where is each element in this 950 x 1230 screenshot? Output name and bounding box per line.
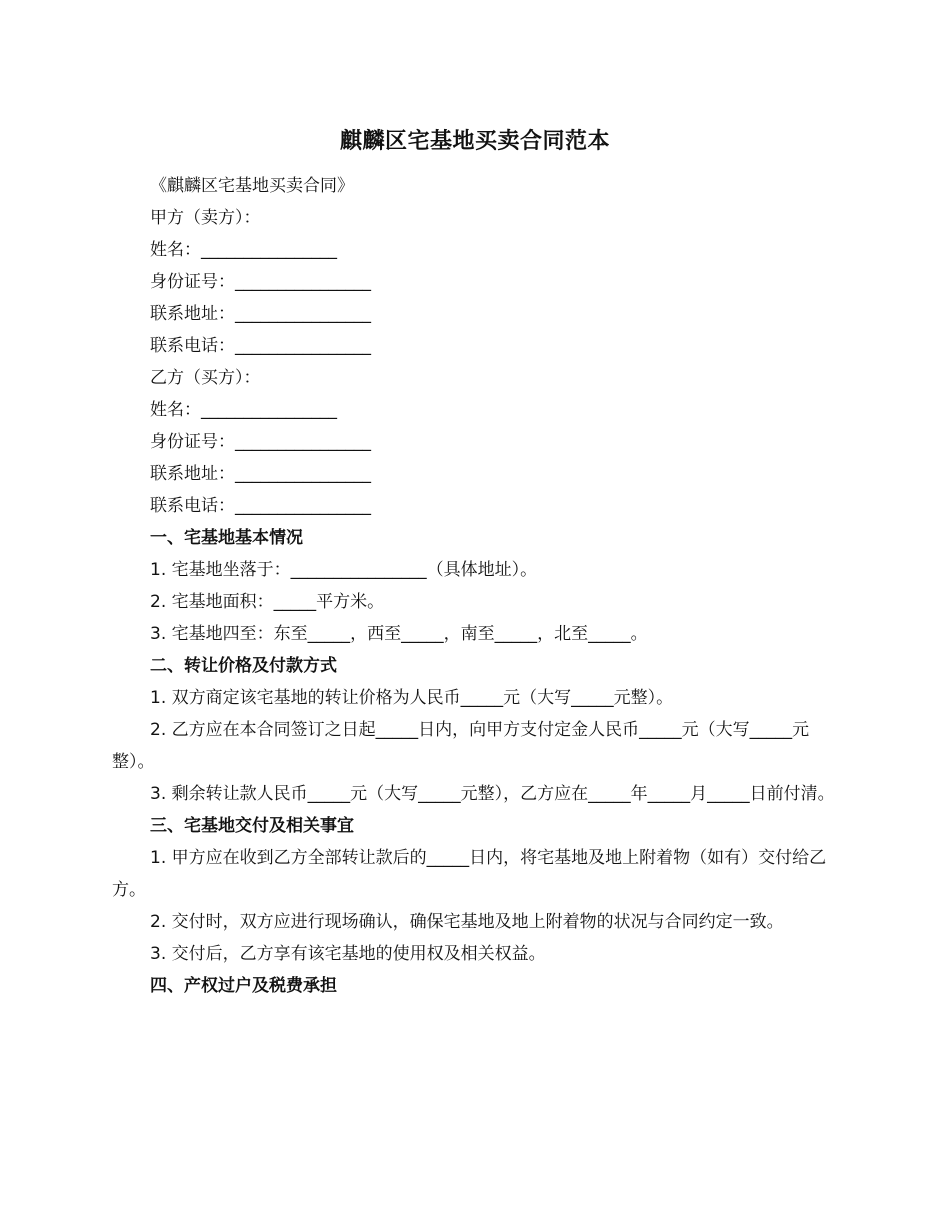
clause-1-2: 2. 宅基地面积：_____平方米。 [150,592,385,612]
party-b-address-field: 联系地址：________________ [150,464,371,484]
document-title: 麒麟区宅基地买卖合同范本 [339,129,610,154]
party-b-label: 乙方（买方）： [150,368,261,388]
section-heading-4: 四、产权过户及税费承担 [150,976,337,996]
party-b-name-field: 姓名：________________ [150,400,337,420]
clause-2-1: 1. 双方商定该宅基地的转让价格为人民币_____元（大写_____元整）。 [150,688,674,708]
party-a-address-field: 联系地址：________________ [150,304,371,324]
clause-3-2: 2. 交付时，双方应进行现场确认，确保宅基地及地上附着物的状况与合同约定一致。 [150,912,784,932]
party-a-id-field: 身份证号：________________ [150,272,371,292]
clause-2-2: 2. 乙方应在本合同签订之日起_____日内，向甲方支付定金人民币_____元（大写_____元整）。 [112,720,810,772]
clause-1-1: 1. 宅基地坐落于：________________（具体地址）。 [150,560,538,580]
section-heading-1: 一、宅基地基本情况 [150,528,303,548]
section-heading-2: 二、转让价格及付款方式 [150,656,337,676]
party-a-label: 甲方（卖方）： [150,208,261,228]
clause-3-1: 1. 甲方应在收到乙方全部转让款后的_____日内，将宅基地及地上附着物（如有）交付给乙方。 [112,848,827,900]
party-a-phone-field: 联系电话：________________ [150,336,371,356]
clause-3-3: 3. 交付后，乙方享有该宅基地的使用权及相关权益。 [150,944,546,964]
section-heading-3: 三、宅基地交付及相关事宜 [150,816,354,836]
clause-1-3: 3. 宅基地四至：东至_____，西至_____，南至_____，北至_____。 [150,624,648,644]
party-b-phone-field: 联系电话：________________ [150,496,371,516]
clause-2-3: 3. 剩余转让款人民币_____元（大写_____元整），乙方应在_____年_____月_____日前付清。 [150,784,835,804]
party-a-name-field: 姓名：________________ [150,240,337,260]
contract-name: 《麒麟区宅基地买卖合同》 [150,176,354,196]
party-b-id-field: 身份证号：________________ [150,432,371,452]
